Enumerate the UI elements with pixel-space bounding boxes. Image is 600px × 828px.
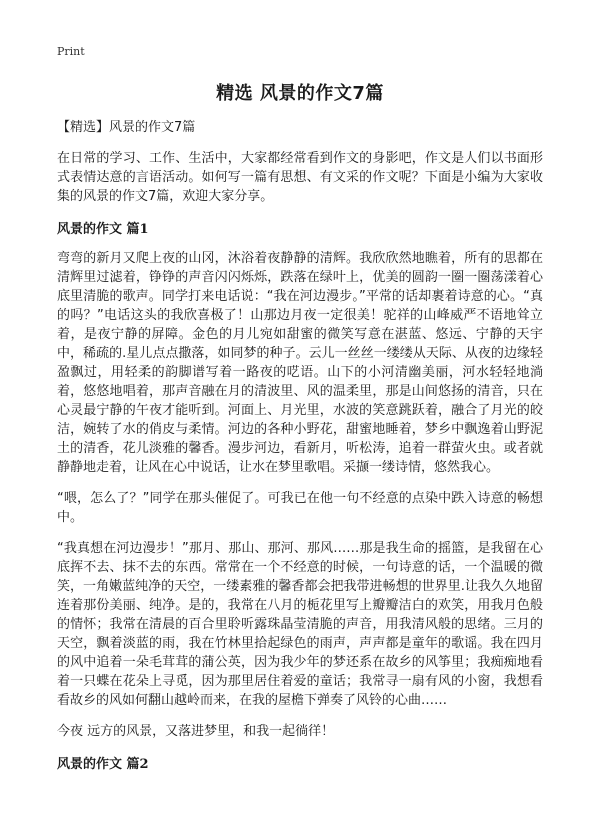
section-heading-2 (57, 755, 543, 774)
section-heading-number: 2 (139, 757, 149, 772)
page-title: 精选 风景的作文7篇 (216, 83, 384, 104)
section-1-paragraph-2: “喂，怎么了？”同学在那头催促了。可我已在他一句不经意的点染中跌入诗意的畅想中。 (57, 491, 543, 525)
section-1-paragraph-3: “我真想在河边漫步！”那月、那山、那河、那风……那是我生命的摇篮，是我留在心底挥不去、抹不去的东西。常常在一个不经意的时候，一句诗意的话，一个温暖的微笑，一角嫩蓝纯净的天空，一缕素雅的馨香都会把我带进畅想的世界里.让我久久地留连着那份美丽、纯净。是的，我常在八月的栀花里写上瓣瓣洁白的欢笑，用我月色般的情怀；我常在清晨的百合里聆听露珠晶莹清脆的声音，用我清风般的思绪。三月的天空，飘着淡蓝的雨，我在竹林里拾起绿色的雨声，声声都是童年的歌谣。我在四月的风中追着一朵毛茸茸的蒲公英，因为我少年的梦还系在故乡的风筝里；我痴痴地看着一只蝶在花朵上寻觅，因为那里居住着爱的童话；我常寻一扇有风的小窗，我想看看故乡的风如何翻山越岭而来，在我的屋檐下弹奏了风铃的心曲…… (57, 541, 543, 708)
section-1-paragraph-1: 弯弯的新月又爬上夜的山冈，沐浴着夜静静的清辉。我欣欣然地瞧着，所有的思都在清辉里过滤着，铮铮的声音闪闪烁烁，跌落在绿叶上，优美的圆韵一圈一圈荡漾着心底里清脆的歌声。同学打来电话说：“我在河边漫步。”平常的话却裹着诗意的心。“真的吗？”电话这头的我欣喜极了！山那边月夜一定很美！驼祥的山峰威严不语地耸立着，是夜宁静的屏障。金色的月儿宛如甜蜜的微笑写意在湛蓝、悠远、宁静的天宇中，稀疏的.星儿点点撒落，如同梦的种子。云儿一丝丝一缕缕从天际、从夜的边缘轻盈飘过，用轻柔的韵脚谱写着一路夜的呓语。山下的小河清幽美丽，河水轻轻地淌着，悠悠地唱着，那声音融在月的清波里、风的温柔里，那是山间悠扬的清音，只在心灵最宁静的午夜才能听到。河面上、月光里，水波的笑意跳跃着，融合了月光的皎洁，婉转了水的俏皮与柔情。河边的各种小野花，甜蜜地睡着，梦乡中飘逸着山野泥土的清香，花儿淡雅的馨香。漫步河边，看新月，听松涛，追着一群萤火虫。或者就静静地走着，让风在心中说话，让水在梦里歌唱。采撷一缕诗情，悠然我心。 (57, 251, 543, 475)
document-subtitle: 【精选】风景的作文7篇 (57, 120, 196, 135)
print-label: Print (57, 45, 85, 58)
section-heading-number: 1 (139, 222, 149, 237)
intro-paragraph: 在日常的学习、工作、生活中，大家都经常看到作文的身影吧，作文是人们以书面形式表情达意的言语活动。如何写一篇有思想、有文采的作文呢？下面是小编为大家收集的风景的作文7篇，欢迎大家分享。 (57, 151, 543, 204)
section-heading-text: 风景的作文 篇 (57, 757, 140, 772)
section-heading-1 (57, 220, 543, 239)
section-heading-text: 风景的作文 篇 (57, 222, 140, 237)
section-1-paragraph-4: 今夜 远方的风景，又落进梦里，和我一起徜徉！ (57, 724, 335, 739)
document-body (57, 118, 543, 784)
